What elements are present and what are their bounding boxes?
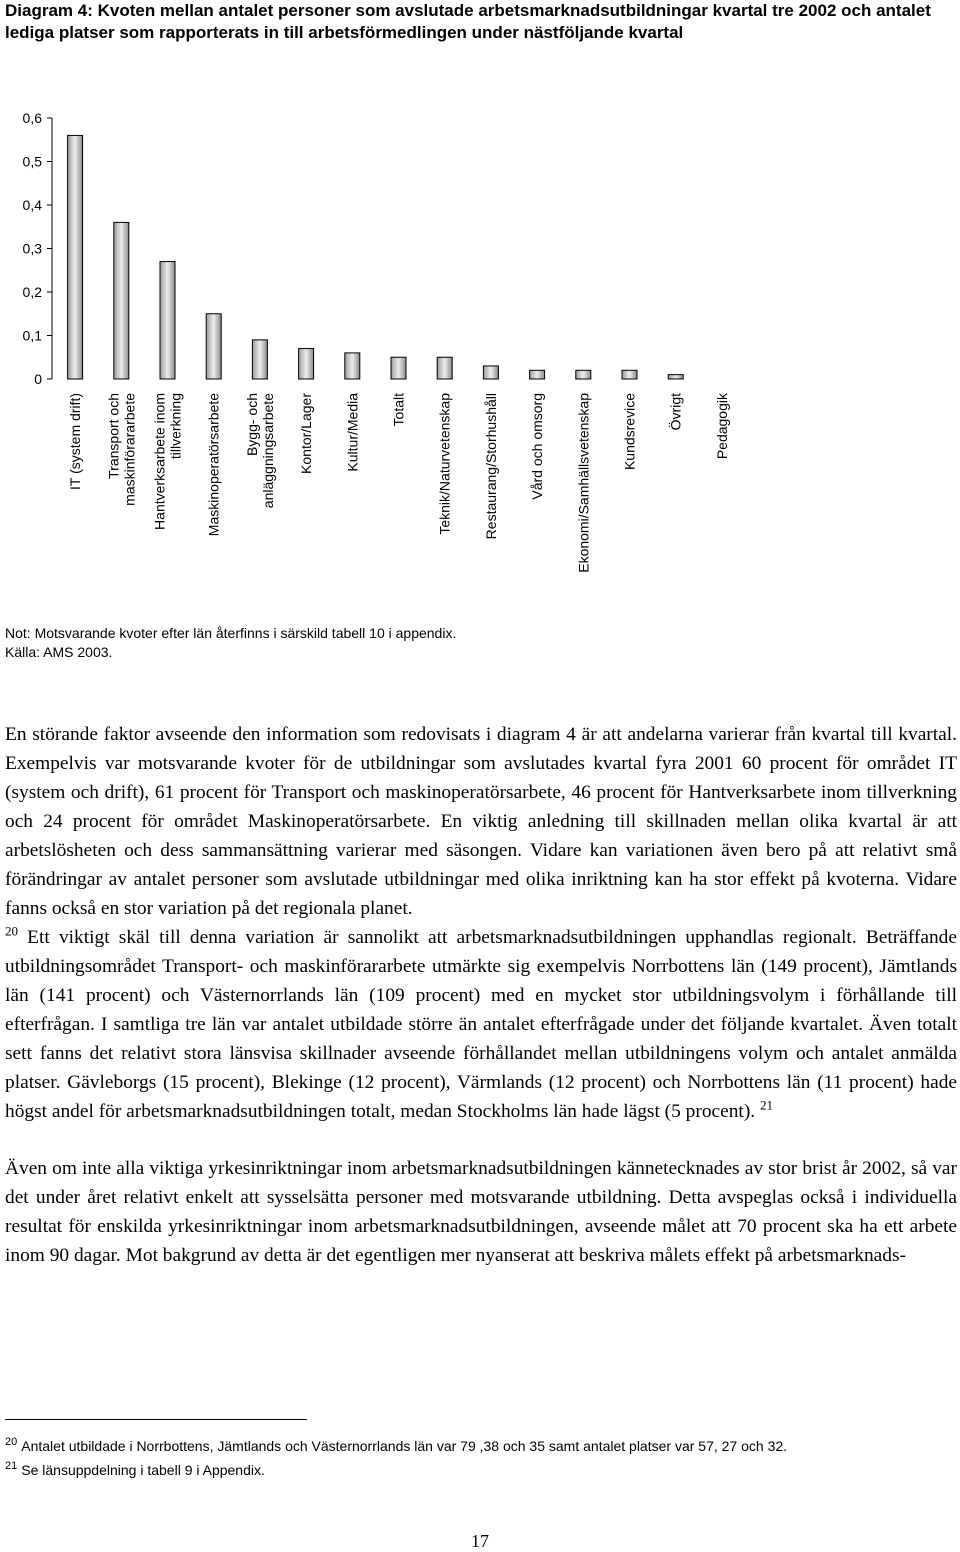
bars — [68, 135, 684, 379]
body-text — [5, 720, 957, 1270]
footnote-text: Antalet utbildade i Norrbottens, Jämtlands och Västernorrlands län var 79 ,38 och 35 samt antalet platser var 57, 27 och 32. — [21, 1438, 788, 1454]
bar-chart — [0, 100, 960, 620]
bar — [668, 375, 683, 379]
y-tick-label: 0 — [34, 371, 42, 387]
x-tick-label — [67, 393, 83, 490]
x-tick-label — [391, 393, 407, 427]
y-axis — [23, 110, 52, 387]
x-tick-label — [344, 393, 360, 472]
x-tick-label — [152, 393, 184, 530]
bar — [206, 314, 221, 379]
paragraph-1 — [5, 720, 957, 1126]
bar — [576, 370, 591, 379]
x-tick-label-line: Övrigt — [667, 393, 684, 431]
bar — [160, 262, 175, 379]
bar — [622, 370, 637, 379]
x-tick-label-line: Bygg- och — [243, 393, 260, 457]
footnotes — [5, 1434, 787, 1482]
x-tick-label-line: Kontor/Lager — [298, 393, 315, 474]
x-tick-label-line: Kultur/Media — [344, 393, 361, 472]
bar — [530, 370, 545, 379]
figure-caption: Diagram 4: Kvoten mellan antalet personer som avslutade arbetsmarknadsutbildningar kvartal tre 2002 och antalet lediga platser som rapporterats in till arbetsförmedlingen under nästföljande kvartal — [5, 1, 931, 42]
x-tick-label-line: Totalt — [390, 393, 407, 427]
x-tick-label — [298, 393, 314, 474]
x-tick-label — [575, 393, 591, 573]
footnote-ref-21[interactable]: 21 — [759, 1097, 773, 1113]
note-line: Not: Motsvarande kvoter efter län återfinns i särskild tabell 10 i appendix. — [5, 625, 457, 641]
y-tick-label: 0,2 — [22, 284, 42, 300]
x-tick-label-line: Teknik/Naturvetenskap — [436, 393, 453, 535]
paragraph-2: Även om inte alla viktiga yrkesinriktningar inom arbetsmarknadsutbildningen kännetecknades av stor brist år 2002, så var det under året relativt enkelt att sysselsätta personer med motsvarande utbildning. Detta avspeglas också i individuella resultat för enskilda yrkesinriktningar inom arbetsmarknadsutbildningen, avseende målet att 70 procent ska ha ett arbete inom 90 dagar. Mot bakgrund av detta är det egentligen mer nyanserat att beskriva målets effekt på arbetsmarknads- — [5, 1158, 957, 1266]
x-tick-label — [437, 393, 453, 535]
x-tick-label-line: Vård och omsorg — [529, 393, 546, 500]
bar — [483, 366, 498, 379]
source-line: Källa: AMS 2003. — [5, 644, 113, 660]
x-tick-label-line: Maskinoperatörsarbete — [205, 393, 222, 537]
y-tick-label: 0,5 — [22, 153, 42, 170]
x-tick-label-line: maskinförararbete — [121, 393, 138, 506]
footnote-divider — [5, 1419, 307, 1420]
x-tick-label — [105, 393, 137, 506]
x-tick-label — [622, 393, 638, 470]
y-tick-label: 0,4 — [22, 197, 42, 213]
x-tick-label-line: anläggningsarbete — [259, 393, 276, 509]
footnote-20 — [5, 1434, 787, 1458]
page-number: 17 — [471, 1531, 489, 1551]
footnote-ref-20[interactable]: 20 — [5, 923, 18, 939]
bar — [252, 340, 267, 379]
x-tick-label-line: Ekonomi/Samhällsvetenskap — [575, 393, 592, 573]
x-tick-label-line: Restaurang/Storhushåll — [482, 393, 499, 540]
bar — [299, 349, 314, 379]
footnote-21 — [5, 1458, 787, 1482]
x-tick-label — [483, 393, 499, 539]
x-tick-label — [667, 393, 684, 430]
footnote-text: Se länsuppdelning i tabell 9 i Appendix. — [21, 1462, 265, 1478]
bar — [345, 353, 360, 379]
y-tick-label: 0,1 — [22, 327, 42, 344]
footnote-mark: 20 — [5, 1436, 18, 1449]
y-tick-label: 0,3 — [22, 240, 42, 257]
x-tick-label-line: IT (system drift) — [67, 393, 84, 490]
x-axis-labels — [67, 392, 730, 573]
y-tick-label: 0,6 — [22, 110, 42, 126]
x-tick-label-line: Pedagogik — [713, 393, 730, 460]
x-tick-label-line: Transport och — [105, 393, 122, 479]
x-tick-label — [714, 392, 730, 459]
footnote-mark: 21 — [5, 1460, 18, 1473]
paragraph-1-part-b: Ett viktigt skäl till denna variation är sannolikt att arbetsmarknadsutbildningen upphandlas regionalt. Beträffande utbildningsområdet Transport- och maskinförararbete utmärkte sig exempelvis Norrbottens län (149 procent), Jämtlands län (141 procent) och Västernorrlands län (109 procent) med en mycket stor utbildningsvolym i förhållande till efterfrågan. I samtliga tre län var antalet utbildade större än antalet efterfrågade under det följande kvartalet. Även totalt sett fanns det relativt stora länsvisa skillnader avseende förhållandet mellan utbildningens volym och antalet anmälda platser. Gävleborgs (15 procent), Blekinge (12 procent), Värmlands (12 procent) och Norrbottens län (11 procent) hade högst andel för arbetsmarknadsutbildningen totalt, medan Stockholms län hade lägst (5 procent). — [5, 927, 957, 1122]
paragraph-1-part-a: En störande faktor avseende den information som redovisats i diagram 4 är att andelarna varierar från kvartal till kvartal. Exempelvis var motsvarande kvoter för de utbildningar som avslutades kvartal fyra 2001 60 procent för området IT (system och drift), 61 procent för Transport och maskinoperatörsarbete, 46 procent för Hantverksarbete inom tillverkning och 24 procent för området Maskinoperatörsarbete. En viktig anledning till skillnaden mellan olika kvartal är att arbetslösheten och dess sammansättning varierar med säsongen. Vidare kan variationen även bero på att relativt små förändringar av antalet personer som avslutade utbildningar med olika inriktning kan ha stor effekt på kvoterna. Vidare fanns också en stor variation på det regionala planet. — [5, 724, 957, 919]
bar — [68, 135, 83, 379]
x-tick-label — [529, 393, 545, 500]
bar — [114, 222, 129, 379]
x-tick-label-line: tillverkning — [167, 393, 184, 460]
x-tick-label — [244, 393, 276, 508]
bar — [391, 357, 406, 379]
x-tick-label-line: Hantverksarbete inom — [151, 393, 168, 530]
x-tick-label-line: Kundsrevice — [621, 393, 638, 471]
bar — [437, 357, 452, 379]
x-tick-label — [206, 393, 222, 536]
figure-note — [5, 624, 456, 662]
